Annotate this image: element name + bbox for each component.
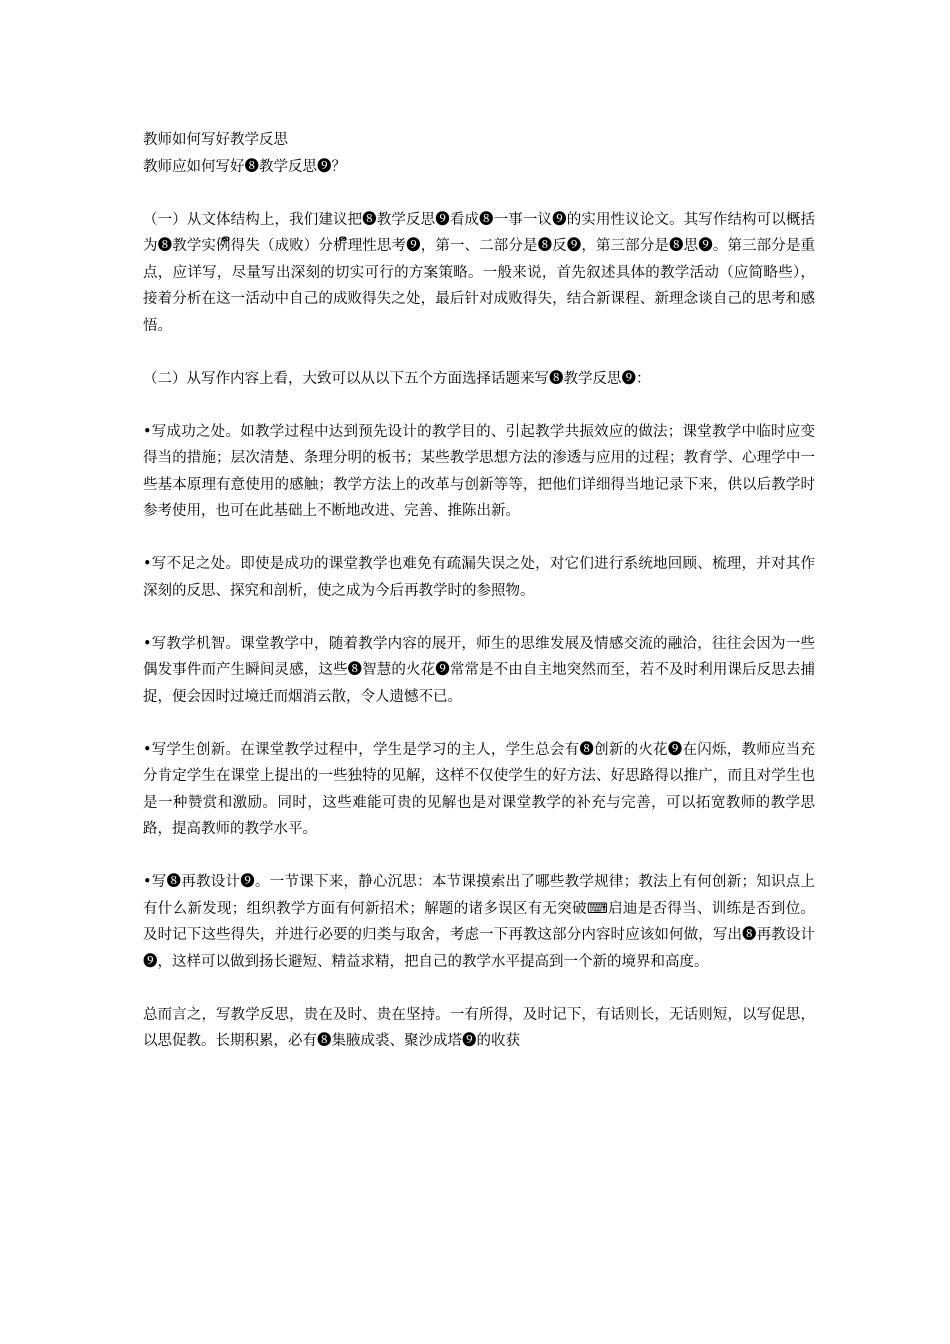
paragraph-teaching-wit: •写教学机智。课堂教学中，随着教学内容的展开，师生的思维发展及情感交流的融洽，往往会因为一些偶发事件而产生瞬间灵感，这些❽智慧的火花❾常常是不由自主地突然而至，若不及时利用课后反思去捕捉，便会因时过境迁而烟消云散，令人遗憾不已。 (143, 635, 815, 705)
paragraph-shortcomings: •写不足之处。即使是成功的课堂教学也难免有疏漏失误之处，对它们进行系统地回顾、梳理，并对其作深刻的反思、探究和剖析，使之成为今后再教学时的参照物。 (143, 556, 815, 599)
document-body (143, 127, 815, 1081)
paragraph-student-innovation: •写学生创新。在课堂教学过程中，学生是学习的主人，学生总会有❽创新的火花❾在闪烁，教师应当充分肯定学生在课堂上提出的一些独特的见解，这样不仅使学生的好方法、好思路得以推广，而且对学生也是一种赞赏和激励。同时，这些难能可贵的见解也是对课堂教学的补充与完善，可以拓宽教师的教学思路，提高教师的教学水平。 (143, 741, 815, 837)
paragraph-redesign: •写❽再教设计❾。一节课下来，静心沉思：本节课摸索出了哪些教学规律；教法上有何创新；知识点上有什么新发现；组织教学方面有何新招术；解题的诸多误区有无突破⌨启迪是否得当、训练是否到位。及时记下这些得失，并进行必要的归类与取舍，考虑一下再教这部分内容时应该如何做，写出❽再教设计❾，这样可以做到扬长避短、精益求精，把自己的教学水平提高到一个新的境界和高度。 (143, 874, 815, 970)
paragraph-success: •写成功之处。如教学过程中达到预先设计的教学目的、引起教学共振效应的做法；课堂教学中临时应变得当的措施；层次清楚、条理分明的板书；某些教学思想方法的渗透与应用的过程；教育学、心理学中一些基本原理有意使用的感触；教学方法上的改革与创新等等，把他们详细得当地记录下来，供以后教学时参考使用，也可在此基础上不断地改进、完善、推陈出新。 (143, 423, 815, 519)
document-title: 教师如何写好教学反思 (143, 132, 288, 148)
document-subtitle: 教师应如何写好❽教学反思❾？ (143, 158, 346, 175)
paragraph-conclusion: 总而言之，写教学反思，贵在及时、贵在坚持。一有所得，及时记下，有话则长，无话则短，以写促思，以思促教。长期积累，必有❽集腋成裘、聚沙成塔❾的收获 (143, 1006, 815, 1049)
paragraph-content-intro: （二）从写作内容上看，大致可以从以下五个方面选择话题来写❽教学反思❾： (143, 370, 651, 387)
paragraph-structure: （一）从文体结构上，我们建议把❽教学反思❾看成❽一事一议❾的实用性议论文。其写作结构可以概括为❽教学实例ຶຶ得失（成败）分析ຶຶ理性思考❾，第一、二部分是❽反❾，第三部分是❽思❾。第三部分是重点，应详写，尽量写出深刻的切实可行的方案策略。一般来说，首先叙述具体的教学活动（应简略些），接着分析在这一活动中自己的成败得失之处，最后针对成败得失，结合新课程、新理念谈自己的思考和感悟。 (143, 211, 815, 334)
